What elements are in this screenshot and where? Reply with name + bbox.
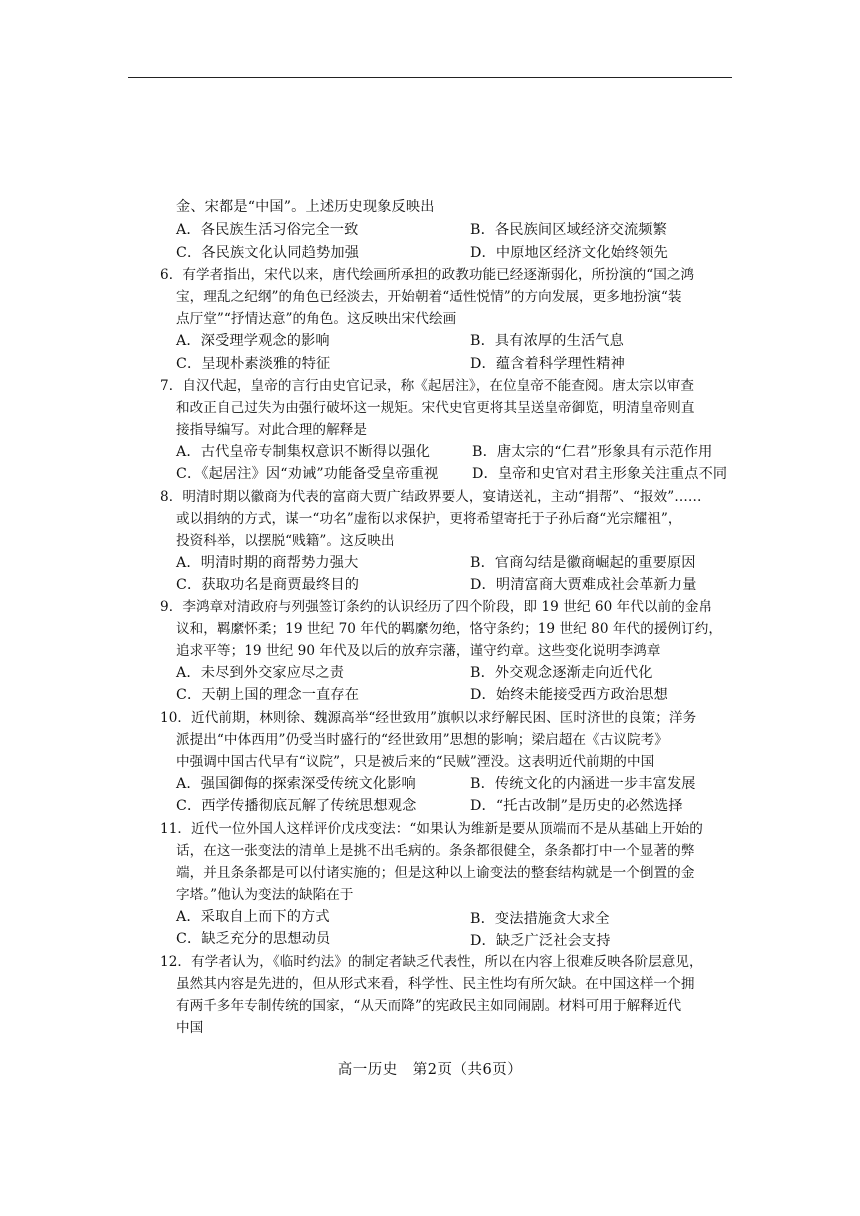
q5-option-d: D．中原地区经济文化始终领先 [470,245,668,261]
q10-option-b: B．传统文化的内涵进一步丰富发展 [470,776,696,792]
q11-option-d: D．缺乏广泛社会支持 [470,933,611,949]
q9-option-d: D．始终未能接受西方政治思想 [470,687,668,703]
q8-stem-line-2: 或以捐纳的方式，谋一“功名”虚衔以求保护，更将希望寄托于子孙后裔“光宗耀祖”， [176,511,682,527]
q8-option-b: B．官商勾结是徽商崛起的重要原因 [470,555,696,571]
q5-option-c: C．各民族文化认同趋势加强 [176,245,360,261]
q10-stem-line-3: 中强调中国古代早有“议院”，只是被后来的“民贼”湮没。这表明近代前期的中国 [176,754,655,770]
q11-option-a: A．采取自上而下的方式 [176,909,330,925]
q11-stem-line-4: 字塔。”他认为变法的缺陷在于 [176,887,354,903]
header-rule [128,77,732,78]
q6-option-a: A．深受理学观念的影响 [176,333,330,349]
q6-stem-line-3: 点厅堂”“抒情达意”的角色。这反映出宋代绘画 [176,311,457,327]
q11-option-c: C．缺乏充分的思想动员 [176,931,331,947]
q7-stem-line-1: 7．自汉代起，皇帝的言行由史官记录，称《起居注》，在位皇帝不能查阅。唐太宗以审查 [160,378,695,394]
q10-stem-line-1: 10．近代前期，林则徐、魏源高举“经世致用”旗帜以求纾解民困、匡时济世的良策；洋务 [160,710,697,726]
q11-stem-line-1: 11．近代一位外国人这样评价戊戌变法：“如果认为维新是要从顶端而不是从基础上开始的 [160,821,703,837]
q8-stem-line-3: 投资科举，以摆脱“贱籍”。这反映出 [176,533,395,549]
q9-option-a: A．未尽到外交家应尽之责 [176,665,345,681]
q7-stem-line-2: 和改正自己过失为由强行破坏这一规矩。宋代史官更将其呈送皇帝御览，明清皇帝则直 [176,400,695,416]
q12-stem-line-4: 中国 [176,1020,204,1036]
q7-option-c: C．《起居注》因“劝诫”功能备受皇帝重视 [176,466,439,482]
q11-stem-line-3: 端，并且条条都是可以付诸实施的；但是这种以上谕变法的整套结构就是一个倒置的金 [176,865,695,881]
q10-option-d: D．“托古改制”是历史的必然选择 [470,798,683,814]
q5-stem-continuation: 金、宋都是“中国”。上述历史现象反映出 [176,199,435,215]
q8-option-a: A．明清时期的商帮势力强大 [176,555,359,571]
q5-option-a: A．各民族生活习俗完全一致 [176,222,359,238]
q6-stem-line-2: 宝，理乱之纪纲”的角色已经淡去，开始朝着“适性悦情”的方向发展，更多地扮演“装 [176,289,682,305]
q9-option-b: B．外交观念逐渐走向近代化 [470,665,653,681]
q7-option-b: B．唐太宗的“仁君”形象具有示范作用 [472,444,713,460]
q6-option-b: B．具有浓厚的生活气息 [470,333,624,349]
q10-option-a: A．强国御侮的探索深受传统文化影响 [176,776,416,792]
q9-stem-line-1: 9．李鸿章对清政府与列强签订条约的认识经历了四个阶段，即 19 世纪 60 年代以前的金帛 [160,599,713,615]
q7-option-d: D．皇帝和史官对君主形象关注重点不同 [472,466,728,482]
q11-stem-line-2: 话，在这一张变法的清单上是挑不出毛病的。条条都很健全，条条都打中一个显著的弊 [176,843,695,859]
q12-stem-line-2: 虽然其内容是先进的，但从形式来看，科学性、民主性均有所欠缺。在中国这样一个拥 [176,976,695,992]
page-footer: 高一历史 第2页（共6页） [337,1062,523,1078]
q10-stem-line-2: 派提出“中体西用”仍受当时盛行的“经世致用”思想的影响；梁启超在《古议院考》 [176,732,668,748]
q7-stem-line-3: 接指导编写。对此合理的解释是 [176,422,368,438]
q8-option-c: C．获取功名是商贾最终目的 [176,577,360,593]
q9-stem-line-2: 议和，羁縻怀柔；19 世纪 70 年代的羁縻勿绝，恪守条约；19 世纪 80 年代的援例订约， [176,621,723,637]
q9-option-c: C．天朝上国的理念一直存在 [176,687,360,703]
q8-stem-line-1: 8．明清时期以徽商为代表的富商大贾广结政界要人，宴请送礼，主动“捐帮”、“报效”…… [160,489,702,505]
q7-option-a: A．古代皇帝专制集权意识不断得以强化 [176,444,431,460]
q11-option-b: B．变法措施贪大求全 [470,911,610,927]
q10-option-c: C．西学传播彻底瓦解了传统思想观念 [176,798,417,814]
q12-stem-line-1: 12．有学者认为，《临时约法》的制定者缺乏代表性，所以在内容上很难反映各阶层意见， [160,954,703,970]
q5-option-b: B．各民族间区域经济交流频繁 [470,222,667,238]
q8-option-d: D．明清富商大贾难成社会革新力量 [470,577,697,593]
q9-stem-line-3: 追求平等；19 世纪 90 年代及以后的放弃宗藩，谨守约章。这些变化说明李鸿章 [176,643,661,659]
q12-stem-line-3: 有两千多年专制传统的国家，“从天而降”的宪政民主如同闹剧。材料可用于解释近代 [176,998,682,1014]
q6-option-d: D．蕴含着科学理性精神 [470,356,625,372]
q6-stem-line-1: 6．有学者指出，宋代以来，唐代绘画所承担的政教功能已经逐渐弱化，所扮演的“国之鸿 [160,267,695,283]
q6-option-c: C．呈现朴素淡雅的特征 [176,356,331,372]
